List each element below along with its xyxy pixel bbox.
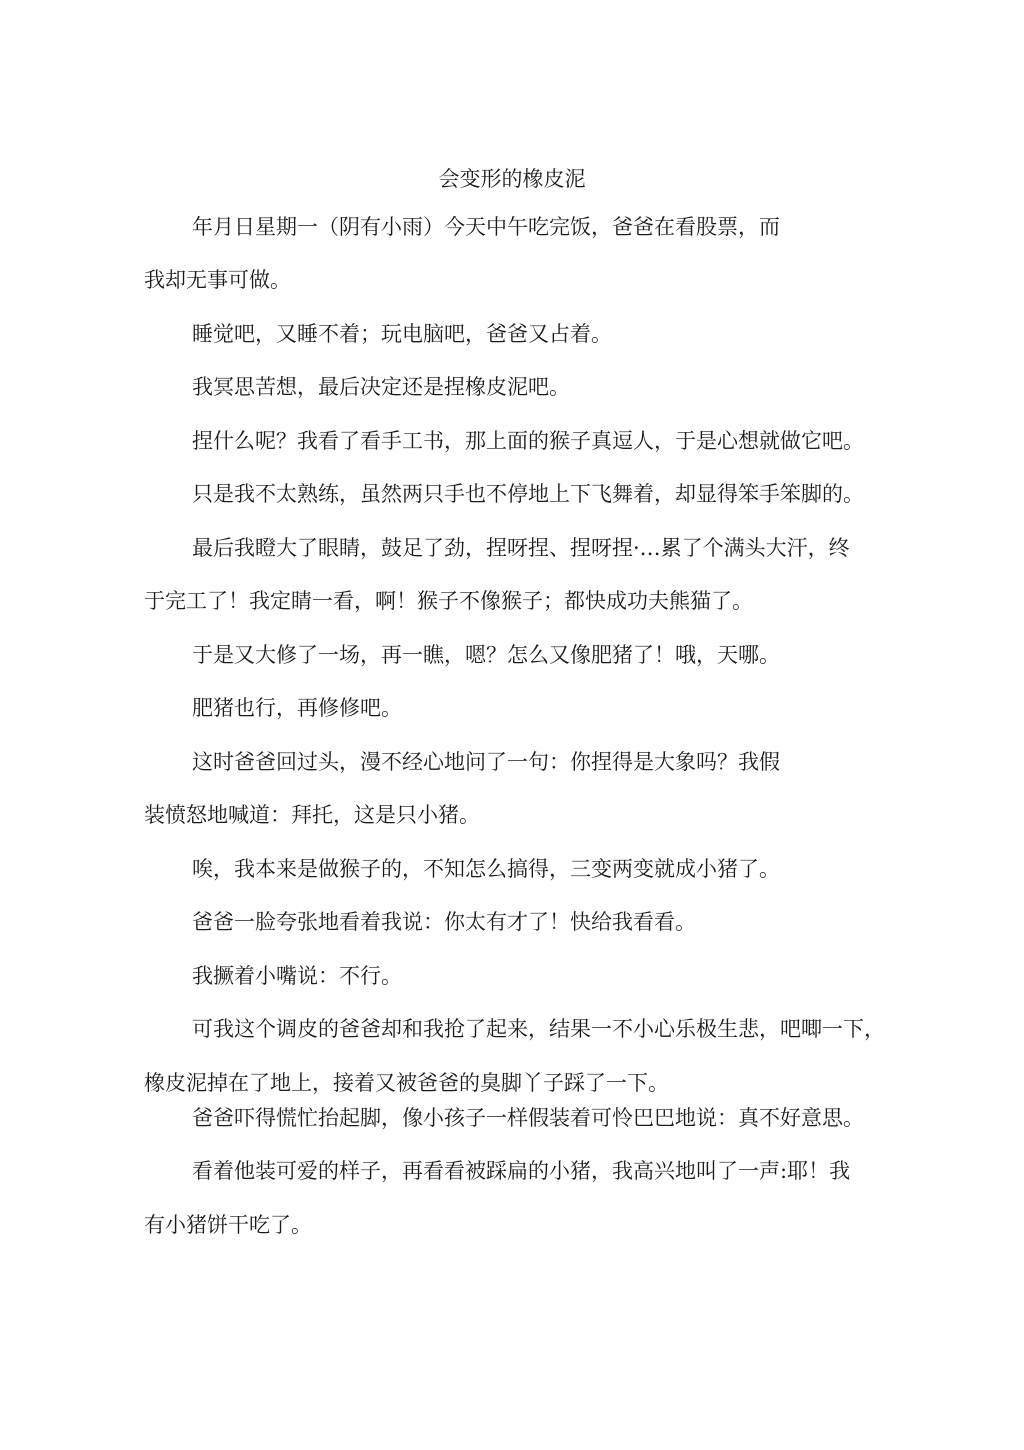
paragraph-line: 橡皮泥掉在了地上，接着又被爸爸的臭脚丫子踩了一下。 [144, 1071, 669, 1095]
paragraph-line: 睡觉吧，又睡不着；玩电脑吧，爸爸又占着。 [192, 322, 612, 346]
paragraph-line: 这时爸爸回过头，漫不经心地问了一句：你捏得是大象吗？我假 [192, 750, 780, 774]
paragraph-line: 爸爸吓得慌忙抬起脚，像小孩子一样假装着可怜巴巴地说：真不好意思。 [192, 1106, 864, 1130]
paragraph-line: 捏什么呢？我看了看手工书，那上面的猴子真逗人，于是心想就做它吧。 [192, 429, 864, 453]
paragraph-line: 看着他装可爱的样子，再看看被踩扁的小猪，我高兴地叫了一声:耶！我 [192, 1159, 851, 1183]
paragraph-line: 最后我瞪大了眼睛，鼓足了劲，捏呀捏、捏呀捏·…累了个满头大汗，终 [192, 536, 850, 560]
paragraph-line: 只是我不太熟练，虽然两只手也不停地上下飞舞着，却显得笨手笨脚的。 [192, 482, 864, 506]
paragraph-line: 于完工了！我定睛一看，啊！猴子不像猴子；都快成功夫熊猫了。 [144, 589, 753, 613]
document-title: 会变形的橡皮泥 [438, 167, 586, 191]
paragraph-line: 年月日星期一（阴有小雨）今天中午吃完饭，爸爸在看股票，而 [192, 215, 780, 239]
paragraph-line: 唉，我本来是做猴子的，不知怎么搞得，三变两变就成小猪了。 [192, 857, 780, 881]
paragraph-line: 于是又大修了一场，再一瞧，嗯？怎么又像肥猪了！哦，天哪。 [192, 643, 780, 667]
paragraph-line: 有小猪饼干吃了。 [144, 1213, 312, 1237]
paragraph-line: 可我这个调皮的爸爸却和我抢了起来，结果一不小心乐极生悲，吧唧一下， [192, 1017, 885, 1041]
paragraph-line: 爸爸一脸夸张地看着我说：你太有才了！快给我看看。 [192, 910, 696, 934]
paragraph-line: 我却无事可做。 [144, 268, 291, 292]
paragraph-line: 装愤怒地喊道：拜托，这是只小猪。 [144, 803, 480, 827]
paragraph-line: 我撅着小嘴说：不行。 [192, 964, 402, 988]
paragraph-line: 肥猪也行，再修修吧。 [192, 696, 402, 720]
paragraph-line: 我冥思苦想，最后决定还是捏橡皮泥吧。 [192, 375, 570, 399]
